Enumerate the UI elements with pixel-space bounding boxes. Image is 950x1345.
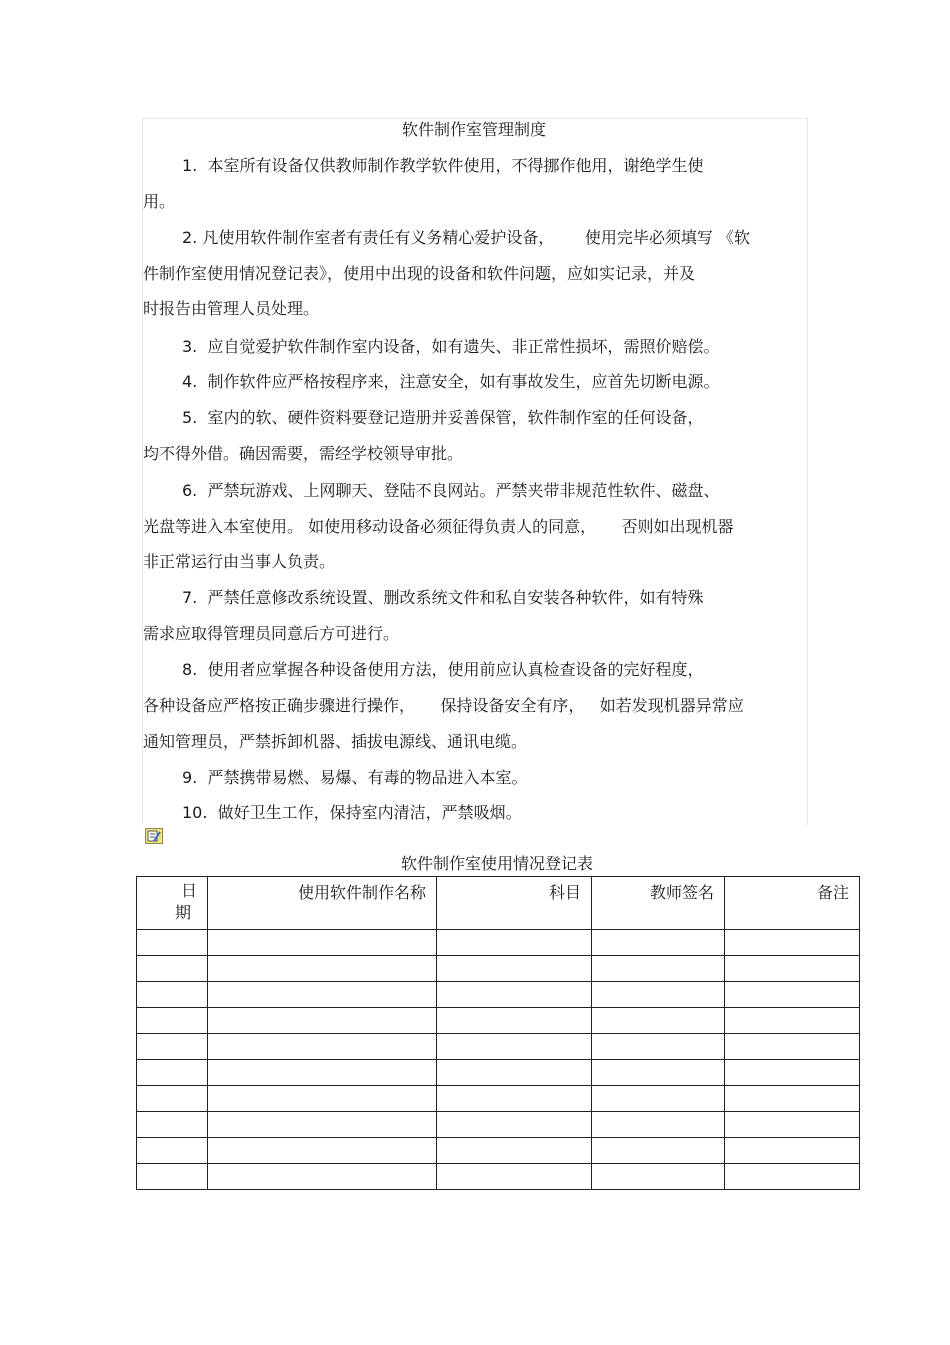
cell-date[interactable]: [137, 930, 208, 956]
cell-remarks[interactable]: [725, 1008, 860, 1034]
table-header-row: [137, 877, 860, 930]
cell-software-name[interactable]: [208, 930, 437, 956]
cell-subject[interactable]: [437, 1008, 592, 1034]
rule-line: 件制作室使用情况登记表》，使用中出现的设备和软件问题，应如实记录，并及: [143, 264, 696, 283]
cell-teacher-signature[interactable]: [592, 1164, 725, 1190]
cell-software-name[interactable]: [208, 1034, 437, 1060]
cell-remarks[interactable]: [725, 930, 860, 956]
cell-teacher-signature[interactable]: [592, 1060, 725, 1086]
cell-remarks[interactable]: [725, 982, 860, 1008]
rule-line: 各种设备应严格按正确步骤进行操作， 保持设备安全有序， 如若发现机器异常应: [143, 696, 744, 715]
cell-teacher-signature[interactable]: [592, 1008, 725, 1034]
cell-software-name[interactable]: [208, 982, 437, 1008]
cell-date[interactable]: [137, 956, 208, 982]
cell-date[interactable]: [137, 1060, 208, 1086]
cell-software-name[interactable]: [208, 1138, 437, 1164]
rule-line: 10. 做好卫生工作，保持室内清洁，严禁吸烟。: [182, 803, 522, 822]
cell-date[interactable]: [137, 1112, 208, 1138]
cell-subject[interactable]: [437, 1164, 592, 1190]
cell-remarks[interactable]: [725, 956, 860, 982]
cell-subject[interactable]: [437, 930, 592, 956]
table-row: [137, 1164, 860, 1190]
rule-line: 6. 严禁玩游戏、上网聊天、登陆不良网站。严禁夹带非规范性软件、磁盘、: [182, 481, 720, 500]
rule-line: 用。: [143, 192, 176, 211]
rules-frame: [142, 118, 808, 825]
rule-line: 4. 制作软件应严格按程序来，注意安全，如有事故发生，应首先切断电源。: [182, 372, 720, 391]
header-date-char2: 期: [174, 903, 191, 922]
cell-software-name[interactable]: [208, 1164, 437, 1190]
rule-line: 需求应取得管理员同意后方可进行。: [143, 624, 400, 643]
rule-line: 光盘等进入本室使用。 如使用移动设备必须征得负责人的同意， 否则如出现机器: [143, 517, 734, 536]
table-row: [137, 1008, 860, 1034]
cell-date[interactable]: [137, 1086, 208, 1112]
header-software-name: 使用软件制作名称: [208, 877, 437, 930]
cell-software-name[interactable]: [208, 1086, 437, 1112]
cell-subject[interactable]: [437, 1086, 592, 1112]
table-row: [137, 982, 860, 1008]
cell-subject[interactable]: [437, 1060, 592, 1086]
cell-date[interactable]: [137, 982, 208, 1008]
table-row: [137, 956, 860, 982]
table-row: [137, 1112, 860, 1138]
cell-subject[interactable]: [437, 1138, 592, 1164]
header-date: [137, 877, 208, 930]
table-row: [137, 1034, 860, 1060]
cell-remarks[interactable]: [725, 1138, 860, 1164]
rule-line: 均不得外借。确因需要，需经学校领导审批。: [143, 444, 464, 463]
header-remarks: 备注: [725, 877, 860, 930]
rule-line: 1. 本室所有设备仅供教师制作教学软件使用，不得挪作他用，谢绝学生使: [182, 156, 704, 175]
rule-line: 3. 应自觉爱护软件制作室内设备，如有遗失、非正常性损坏，需照价赔偿。: [182, 337, 720, 356]
table-row: [137, 930, 860, 956]
cell-remarks[interactable]: [725, 1112, 860, 1138]
rule-line: 时报告由管理人员处理。: [143, 299, 320, 318]
rule-line: 7. 严禁任意修改系统设置、删改系统文件和私自安装各种软件，如有特殊: [182, 588, 704, 607]
rule-line: 非正常运行由当事人负责。: [143, 552, 336, 571]
table-row: [137, 1060, 860, 1086]
table-row: [137, 1138, 860, 1164]
cell-date[interactable]: [137, 1034, 208, 1060]
rule-line: 通知管理员，严禁拆卸机器、插拔电源线、通讯电缆。: [143, 732, 528, 751]
header-teacher-signature: 教师签名: [592, 877, 725, 930]
cell-remarks[interactable]: [725, 1060, 860, 1086]
cell-subject[interactable]: [437, 1112, 592, 1138]
usage-log-table: [136, 876, 860, 1190]
cell-teacher-signature[interactable]: [592, 1086, 725, 1112]
cell-teacher-signature[interactable]: [592, 956, 725, 982]
cell-teacher-signature[interactable]: [592, 1112, 725, 1138]
rules-title: 软件制作室管理制度: [401, 120, 546, 139]
cell-software-name[interactable]: [208, 956, 437, 982]
cell-date[interactable]: [137, 1164, 208, 1190]
cell-teacher-signature[interactable]: [592, 1138, 725, 1164]
cell-subject[interactable]: [437, 956, 592, 982]
cell-remarks[interactable]: [725, 1164, 860, 1190]
table-row: [137, 1086, 860, 1112]
header-date-char1: 日: [180, 881, 197, 900]
header-subject: 科目: [437, 877, 592, 930]
cell-software-name[interactable]: [208, 1060, 437, 1086]
rule-line: 8. 使用者应掌握各种设备使用方法，使用前应认真检查设备的完好程度，: [182, 660, 704, 679]
cell-teacher-signature[interactable]: [592, 930, 725, 956]
rule-line: 9. 严禁携带易燃、易爆、有毒的物品进入本室。: [182, 768, 528, 787]
cell-teacher-signature[interactable]: [592, 1034, 725, 1060]
edit-note-icon[interactable]: [145, 828, 163, 844]
cell-software-name[interactable]: [208, 1008, 437, 1034]
log-table-title: 软件制作室使用情况登记表: [400, 854, 593, 873]
cell-date[interactable]: [137, 1138, 208, 1164]
cell-teacher-signature[interactable]: [592, 982, 725, 1008]
rule-line: 5. 室内的软、硬件资料要登记造册并妥善保管，软件制作室的任何设备，: [182, 408, 704, 427]
cell-software-name[interactable]: [208, 1112, 437, 1138]
cell-subject[interactable]: [437, 982, 592, 1008]
cell-subject[interactable]: [437, 1034, 592, 1060]
cell-remarks[interactable]: [725, 1086, 860, 1112]
rule-line: 2. 凡使用软件制作室者有责任有义务精心爱护设备， 使用完毕必须填写 《软: [182, 228, 750, 247]
cell-date[interactable]: [137, 1008, 208, 1034]
cell-remarks[interactable]: [725, 1034, 860, 1060]
